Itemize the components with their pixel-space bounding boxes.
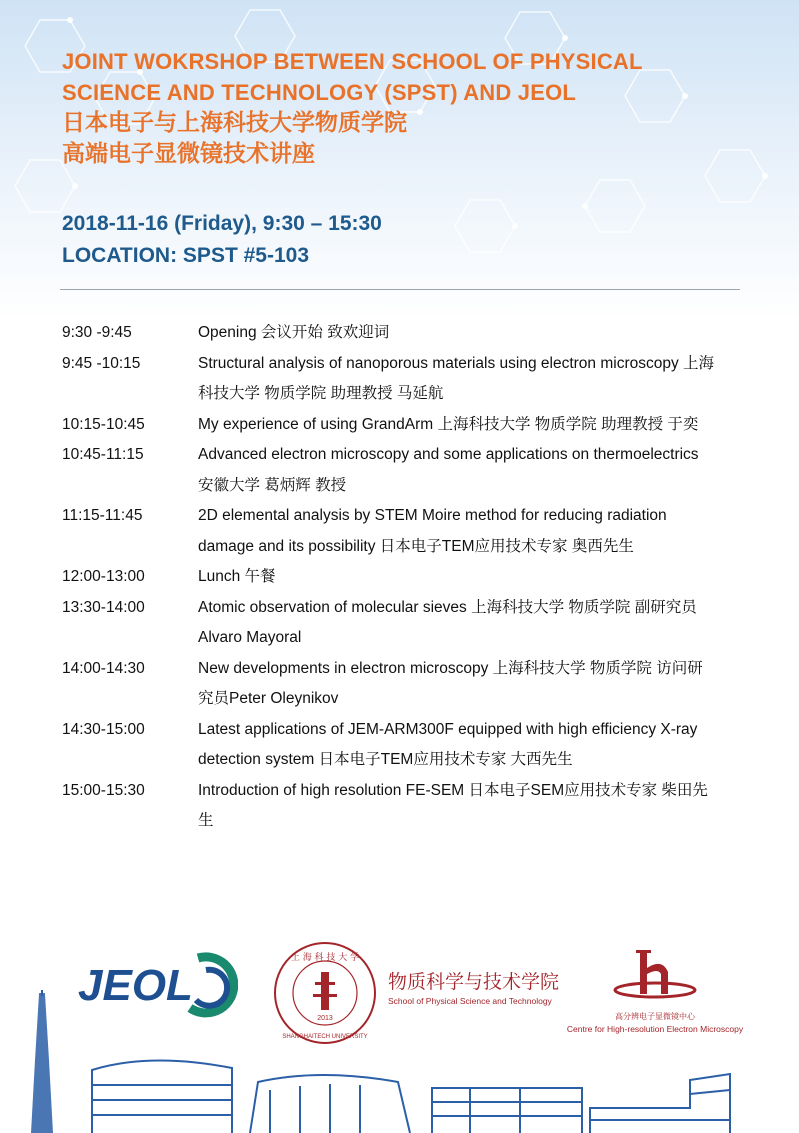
jeol-logo-text: JEOL	[78, 961, 193, 1010]
agenda-time: 9:30 -9:45	[62, 324, 132, 341]
agenda-time: 15:00-15:30	[62, 781, 145, 799]
agenda-desc: 2D elemental analysis by STEM Moire method for reducing radiation damage and its possibility 日本电子TEM应用技术专家 奥西先生	[198, 507, 667, 555]
agenda-time: 11:15-11:45	[62, 507, 143, 524]
event-location: LOCATION: SPST #5-103	[62, 244, 309, 267]
agenda-desc: Advanced electron microscopy and some applications on thermoelectrics 安徽大学 葛炳辉 教授	[198, 446, 699, 494]
chrem-name-en: Centre for High-resolution Electron Microscopy	[566, 1024, 744, 1034]
agenda-desc: Opening 会议开始 致欢迎词	[198, 324, 390, 341]
agenda-desc: My experience of using GrandArm 上海科技大学 物质学院 助理教授 于奕	[198, 415, 699, 433]
agenda-list	[62, 318, 742, 837]
spst-name-cn: 物质科学与技术学院	[388, 971, 560, 993]
agenda-row	[62, 593, 742, 654]
title-cn-line2: 高端电子显微镜技术讲座	[62, 141, 315, 167]
agenda-row	[62, 715, 742, 776]
agenda-row	[62, 349, 742, 410]
buildings-illustration	[0, 990, 799, 1133]
agenda-time: 14:30-15:00	[62, 720, 145, 738]
agenda-row	[62, 654, 742, 715]
chrem-name-cn: 高分辨电子显微镜中心	[615, 1012, 695, 1021]
agenda-row	[62, 440, 742, 501]
agenda-time: 10:15-10:45	[62, 415, 145, 433]
agenda-time: 10:45-11:15	[62, 446, 144, 463]
event-datetime: 2018-11-16 (Friday), 9:30 – 15:30	[62, 212, 382, 235]
agenda-desc: Structural analysis of nanoporous materials using electron microscopy 上海科技大学 物质学院 助理教授 马延航	[198, 354, 715, 402]
title-cn-line1: 日本电子与上海科技大学物质学院	[62, 110, 407, 136]
agenda-row	[62, 776, 742, 837]
seal-top-text: 上 海 科 技 大 学	[290, 953, 360, 963]
agenda-row	[62, 501, 742, 562]
agenda-desc: Lunch 午餐	[198, 568, 276, 585]
spst-name-en: School of Physical Science and Technology	[388, 996, 552, 1006]
agenda-time: 13:30-14:00	[62, 598, 145, 616]
agenda-time: 14:00-14:30	[62, 659, 145, 677]
seal-bottom-text: SHANGHAITECH UNIVERSITY	[282, 1034, 368, 1040]
title-en-line1: JOINT WOKRSHOP BETWEEN SCHOOL OF PHYSICAL	[62, 49, 643, 74]
agenda-row	[62, 318, 742, 349]
agenda-desc: Atomic observation of molecular sieves 上海科技大学 物质学院 副研究员 Alvaro Mayoral	[198, 598, 697, 646]
agenda-desc: Latest applications of JEM-ARM300F equipped with high efficiency X-ray detection system 日本电子TEM应用技术专家 大西先生	[198, 720, 698, 768]
agenda-time: 12:00-13:00	[62, 568, 145, 585]
agenda-desc: New developments in electron microscopy 上海科技大学 物质学院 访问研究员Peter Oleynikov	[198, 659, 703, 707]
agenda-time: 9:45 -10:15	[62, 354, 141, 372]
event-meta	[62, 208, 382, 272]
seal-year: 2013	[317, 1015, 333, 1022]
title-en-line2: SCIENCE AND TECHNOLOGY (SPST) AND JEOL	[62, 80, 577, 105]
agenda-desc: Introduction of high resolution FE-SEM 日本电子SEM应用技术专家 柴田先生	[198, 781, 708, 829]
agenda-row	[62, 410, 742, 441]
title-block	[62, 46, 762, 170]
agenda-row	[62, 562, 742, 593]
divider	[60, 289, 740, 290]
